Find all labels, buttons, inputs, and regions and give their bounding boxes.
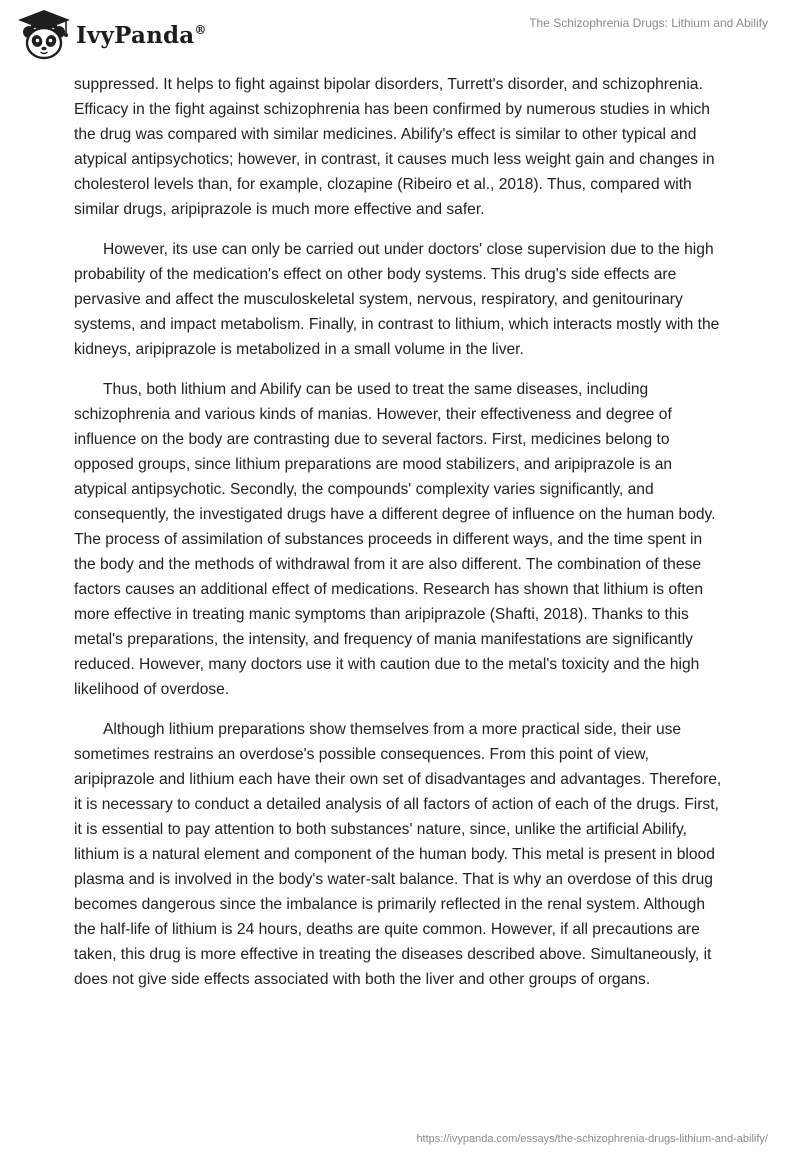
brand-wordmark <box>76 22 207 49</box>
paragraph-4: Although lithium preparations show themselves from a more practical side, their use sometimes restrains an overdose's possible consequences. From this point of view, aripiprazole and lithium each have their own set of disadvantages and advantages. Therefore, it is necessary to conduct a detailed analysis of all factors of action of each of the drugs. First, it is essential to pay attention to both substances' nature, since, unlike the artificial Abilify, lithium is a natural element and component of the human body. This metal is present in blood plasma and is involved in the body's water-salt balance. That is why an overdose of this drug becomes dangerous since the imbalance is primarily reflected in the renal system. Although the half-life of lithium is 24 hours, deaths are quite common. However, if all precautions are taken, this drug is more effective in treating the diseases described above. Simultaneously, it does not give side effects associated with both the liver and other groups of organs. <box>74 721 722 988</box>
brand-logo[interactable] <box>14 8 207 62</box>
essay-body <box>74 72 728 1007</box>
paragraph-1: suppressed. It helps to fight against bipolar disorders, Turrett's disorder, and schizophrenia. Efficacy in the fight against schizophrenia has been confirmed by numerous studies in which the drug was compared with similar medicines. Abilify's effect is similar to other typical and atypical antipsychotics; however, in contrast, it causes much less weight gain and changes in cholesterol levels than, for example, clozapine (Ribeiro et al., 2018). Thus, compared with similar drugs, aripiprazole is much more effective and safer. <box>74 76 715 218</box>
source-url[interactable]: https://ivypanda.com/essays/the-schizophrenia-drugs-lithium-and-abilify/ <box>416 1133 768 1145</box>
document-title: The Schizophrenia Drugs: Lithium and Abilify <box>529 16 768 30</box>
panda-graduate-icon <box>14 8 74 62</box>
page-header <box>0 0 800 70</box>
paragraph-3: Thus, both lithium and Abilify can be used to treat the same diseases, including schizophrenia and various kinds of manias. However, their effectiveness and degree of influence on the body are contrasting due to several factors. First, medicines belong to opposed groups, since lithium preparations are mood stabilizers, and aripiprazole is an atypical antipsychotic. Secondly, the compounds' complexity varies significantly, and consequently, the investigated drugs have a different degree of influence on the human body. The process of assimilation of substances proceeds in different ways, and the time spent in the body and the methods of withdrawal from it are also different. The combination of these factors causes an additional effect of medications. Research has shown that lithium is often more effective in treating manic symptoms than aripiprazole (Shafti, 2018). Thanks to this metal's preparations, the intensity, and frequency of mania manifestations are significantly reduced. However, many doctors use it with caution due to the metal's toxicity and the high likelihood of overdose. <box>74 381 716 698</box>
brand-name: IvyPanda <box>76 21 195 49</box>
registered-mark: ® <box>194 22 207 37</box>
paragraph-2: However, its use can only be carried out under doctors' close supervision due to the high probability of the medication's effect on other body systems. This drug's side effects are pervasive and affect the musculoskeletal system, nervous, respiratory, and genitourinary systems, and impact metabolism. Finally, in contrast to lithium, which interacts mostly with the kidneys, aripiprazole is metabolized in a small volume in the liver. <box>74 241 720 358</box>
